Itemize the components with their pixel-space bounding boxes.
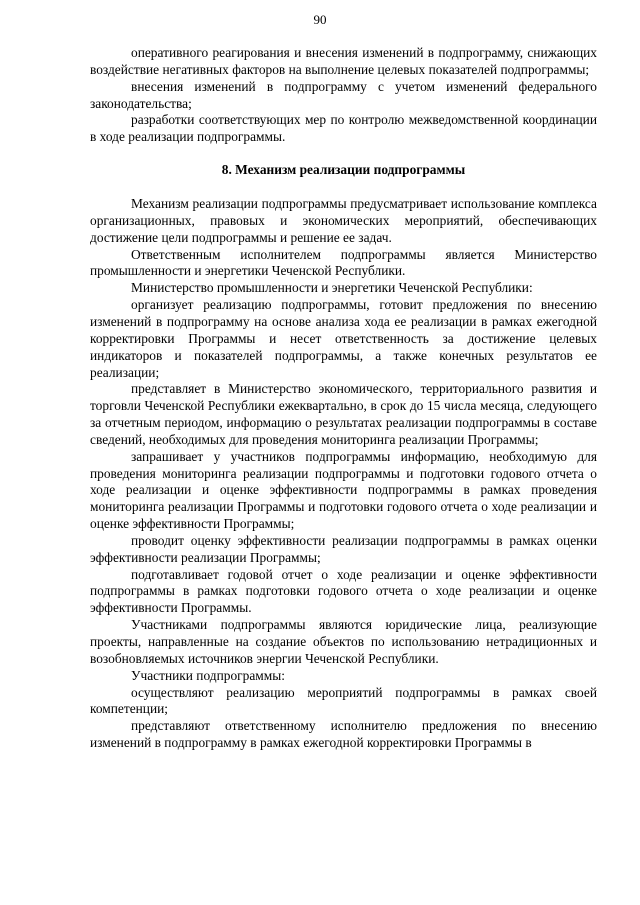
body-paragraph: осуществляют реализацию мероприятий подпрограммы в рамках своей компетенции;	[90, 684, 597, 717]
body-paragraph: представляют ответственному исполнителю предложения по внесению изменений в подпрограмму в рамках ежегодной корректировки Программы в	[90, 718, 597, 751]
body-paragraph: Ответственным исполнителем подпрограммы является Министерство промышленности и энергетики Чеченской Республики.	[90, 246, 597, 279]
body-paragraph: проводит оценку эффективности реализации подпрограммы в рамках оценки эффективности реализации Программы;	[90, 532, 597, 565]
body-paragraph: подготавливает годовой отчет о ходе реализации и оценке эффективности подпрограммы в рамках подготовки годового отчета о ходе реализации и оценке эффективности Программы.	[90, 566, 597, 616]
document-body	[90, 45, 597, 752]
body-paragraph: Участники подпрограммы:	[131, 667, 285, 683]
body-paragraph: Участниками подпрограммы являются юридические лица, реализующие проекты, направленные на создание объектов по использованию нетрадиционных и возобновляемых источников энергии Чеченской Республики.	[90, 617, 597, 666]
intro-paragraph: оперативного реагирования и внесения изменений в подпрограмму, снижающих воздействие негативных факторов на выполнение целевых показателей подпрограммы;	[90, 45, 597, 77]
body-paragraph: Министерство промышленности и энергетики Чеченской Республики:	[131, 280, 533, 296]
body-paragraph: Механизм реализации подпрограммы предусматривает использование комплекса организационных, правовых и экономических мероприятий, обеспечивающих достижение цели подпрограммы и решение ее задач.	[90, 196, 597, 245]
section-heading: 8. Механизм реализации подпрограммы	[221, 162, 466, 178]
page-number: 90	[313, 12, 327, 27]
intro-paragraph: разработки соответствующих мер по контролю межведомственной координации в ходе реализации подпрограммы.	[90, 112, 597, 145]
body-paragraph: представляет в Министерство экономического, территориального развития и торговли Чеченской Республики ежеквартально, в срок до 15 числа месяца, следующего за отчетным периодом, информацию о результатах реализации подпрограммы в составе сведений, необходимых для проведения мониторинга реализации Программы;	[90, 381, 597, 447]
body-paragraph: запрашивает у участников подпрограммы информацию, необходимую для проведения мониторинга реализации подпрограммы и подготовки годового отчета о ходе реализации и оценке эффективности подпрограммы в рамках проведения мониторинга реализации Программы и подготовки годового отчета о ходе реализации и оценке эффективности Программы;	[90, 448, 597, 532]
intro-paragraph: внесения изменений в подпрограмму с учетом изменений федерального законодательства;	[90, 78, 597, 111]
body-paragraph: организует реализацию подпрограммы, готовит предложения по внесению изменений в подпрограмму на основе анализа хода ее реализации в рамках ежегодной корректировки Программы и несет ответственность за достижение целевых индикаторов и показателей подпрограммы, а также конечных результатов ее реализации;	[90, 297, 597, 380]
